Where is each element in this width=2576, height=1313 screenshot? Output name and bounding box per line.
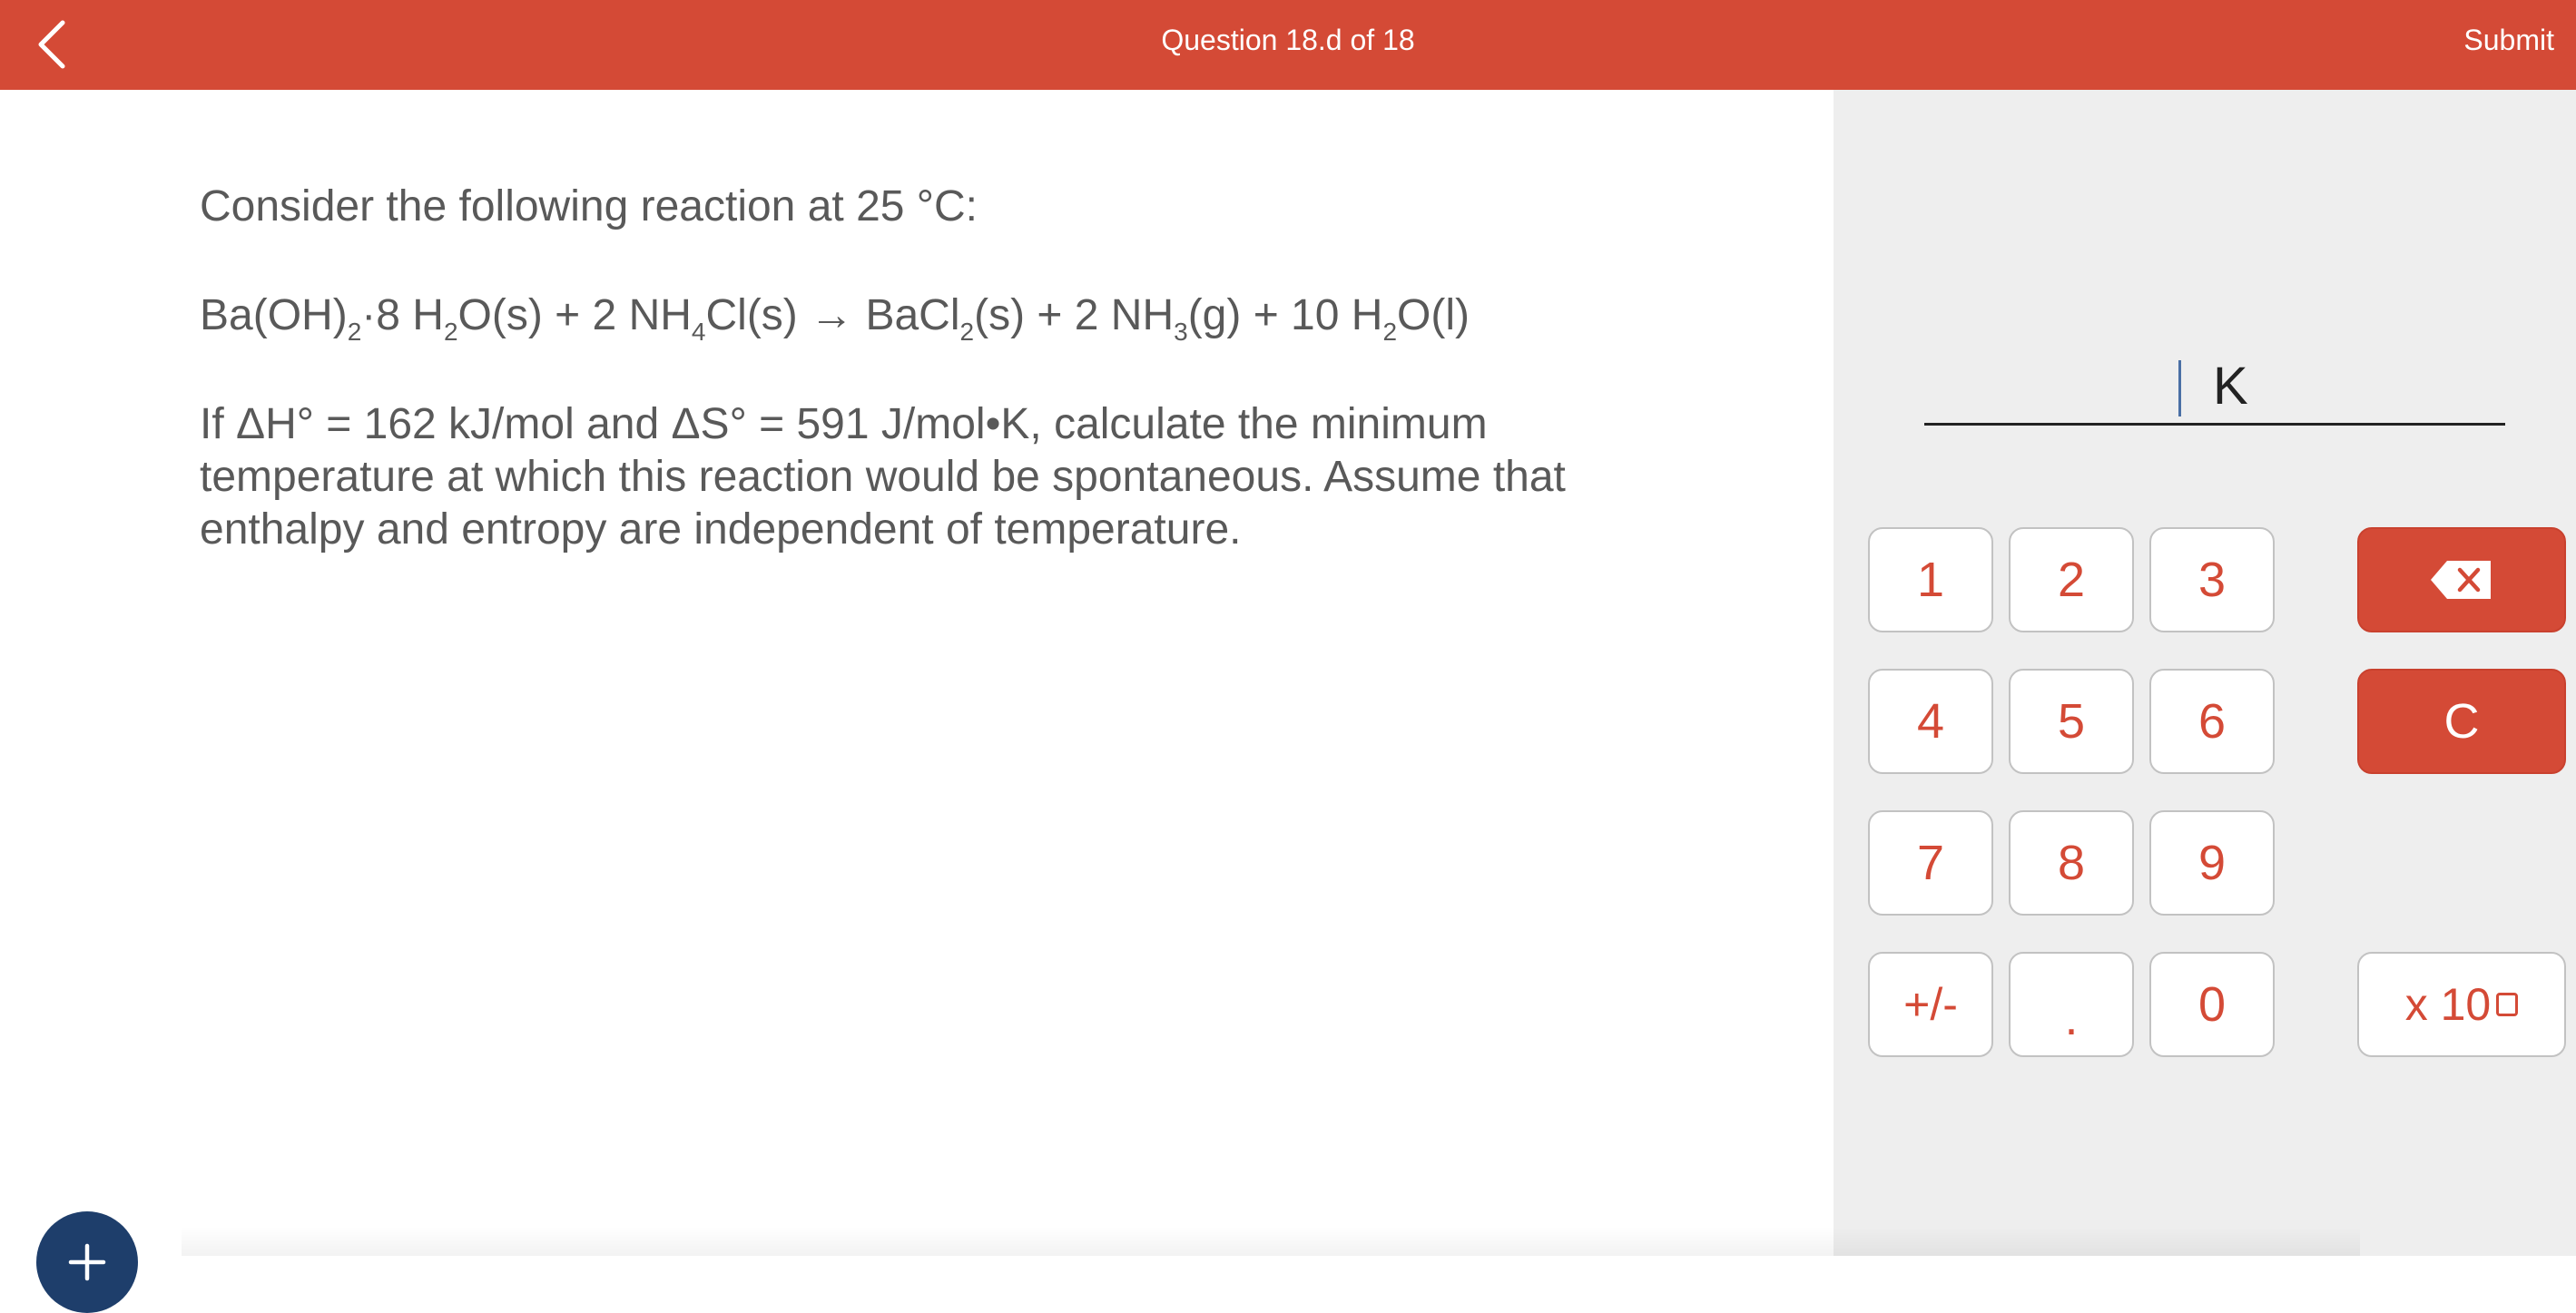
- top-bar: [0, 0, 2576, 90]
- answer-pane: [1834, 90, 2576, 1256]
- sign-toggle-button[interactable]: [1868, 952, 1993, 1057]
- key-9[interactable]: 9: [2149, 810, 2275, 916]
- backspace-button[interactable]: [2357, 527, 2566, 632]
- key-3[interactable]: 3: [2149, 527, 2275, 632]
- text-cursor: [2178, 360, 2181, 416]
- question-counter: Question 18.d of 18: [1161, 24, 1415, 56]
- key-7[interactable]: 7: [1868, 810, 1993, 916]
- backspace-icon: [2429, 559, 2494, 601]
- bottom-shadow: [182, 1227, 2360, 1256]
- key-1[interactable]: 1: [1868, 527, 1993, 632]
- key-8[interactable]: 8: [2009, 810, 2134, 916]
- sign-toggle-label: +/-: [1903, 979, 1958, 1030]
- answer-field[interactable]: [1924, 353, 2505, 426]
- key-6[interactable]: 6: [2149, 669, 2275, 774]
- key-4[interactable]: 4: [1868, 669, 1993, 774]
- question-intro: Consider the following reaction at 25 °C:: [200, 182, 978, 230]
- key-2[interactable]: 2: [2009, 527, 2134, 632]
- key-5[interactable]: 5: [2009, 669, 2134, 774]
- clear-button[interactable]: C: [2357, 669, 2566, 774]
- question-pane: [0, 90, 1834, 1256]
- exponent-placeholder-icon: [2496, 993, 2518, 1016]
- answer-input[interactable]: [1924, 353, 2178, 420]
- exponent-button[interactable]: [2357, 952, 2566, 1057]
- key-0[interactable]: 0: [2149, 952, 2275, 1057]
- question-description: If ΔH° = 162 kJ/mol and ΔS° = 591 J/mol•K, calculate the minimum temperature at which this reaction would be spontaneous. Assume that enthalpy and entropy are independent of temperature.: [200, 400, 1566, 554]
- exponent-label: x 10: [2404, 979, 2492, 1030]
- reaction-equation: $Ba(OH)_2\cdot 8$ $H_2O(s) + 2$ $NH_4Cl(s)$ → BaCl$_2$(s) + 2 $NH_3(g) + 10$ $H_2O(l)$: [200, 291, 1470, 346]
- question-content: [200, 181, 1598, 612]
- add-button[interactable]: [36, 1211, 138, 1313]
- decimal-point-button[interactable]: .: [2009, 952, 2134, 1057]
- plus-icon: [67, 1242, 107, 1282]
- submit-button[interactable]: Submit: [2463, 24, 2554, 56]
- answer-unit: K: [2213, 357, 2248, 416]
